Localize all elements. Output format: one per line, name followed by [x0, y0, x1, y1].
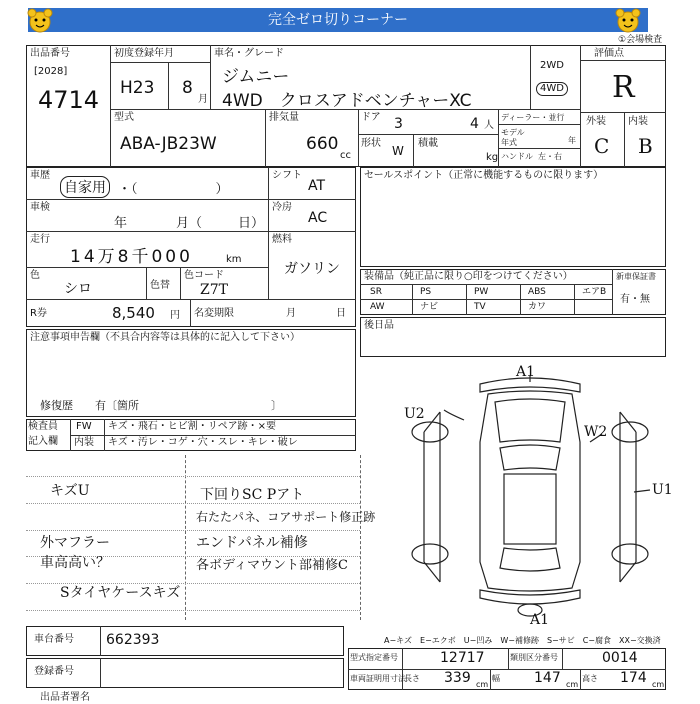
diagram-mark-w2: W2 [584, 424, 608, 440]
remark-right-2: エンドパネル補修 [196, 535, 308, 551]
chassis-value: 662393 [106, 632, 160, 648]
equipment-item: PS [420, 287, 432, 297]
shape-label: 形状 [361, 138, 381, 149]
history-value: 自家用 [60, 176, 110, 198]
equipment-item: TV [474, 302, 486, 312]
remark-right-0: 下回りSC Pアト [200, 487, 305, 503]
score-exterior: C [594, 134, 610, 158]
inspector-label2: 記入欄 [28, 436, 58, 447]
equipment-label: 装備品（純正品に限り○印をつけてください） [364, 271, 573, 282]
remark-right-1: 右たたパネ、コアサポート修正跡 [196, 510, 376, 524]
header-title: 完全ゼロ切りコーナー [268, 12, 408, 28]
cargo-label: 積載 [418, 138, 438, 149]
equipment-item: SR [370, 287, 382, 297]
name-change-month: 月 [286, 308, 296, 319]
diagram-mark-u1: U1 [652, 482, 673, 498]
attachments-label: 後日品 [364, 320, 394, 331]
ac-value: AC [308, 210, 328, 226]
drive-4wd: 4WD [536, 82, 568, 96]
diagram-mark-u2: U2 [404, 406, 425, 422]
sales-point-box [360, 167, 666, 267]
shape-value: W [392, 144, 404, 158]
damage-legend: A−キズ E−エクボ U−凹み W−補修跡 S−サビ C−腐食 XX−交換済 [384, 636, 661, 645]
repair-history: 修復歴 有〔箇所 〕 [40, 399, 282, 412]
class-value: 0014 [602, 650, 638, 666]
equipment-item: ABS [528, 287, 546, 297]
lot-number: 4714 [38, 86, 100, 114]
car-diagram [380, 362, 670, 624]
displacement-unit: cc [340, 150, 351, 161]
header-right-partial: ①会場検査 [618, 35, 663, 45]
inspector-row1: キズ・飛石・ヒビ割・リペア跡・×要 [108, 421, 276, 432]
shift-label: シフト [272, 170, 302, 181]
width-unit: cm [566, 680, 579, 689]
length-value: 339 [444, 670, 471, 686]
inspection-year: 年 [114, 216, 128, 231]
dimensions-label: 車両証明用寸法 [350, 674, 406, 683]
model-grade: 4WD クロスアドベンチャーXC [222, 91, 472, 111]
capacity-unit: 人 [484, 120, 494, 131]
length-label: 長さ [404, 674, 420, 683]
remark-left-0: キズU [50, 483, 90, 499]
first-reg-month-unit: 月 [198, 94, 208, 105]
recycle-value: 8,540 [112, 304, 155, 322]
lot-label: 出品番号 [30, 48, 70, 59]
handle-value: 左・右 [538, 152, 562, 161]
handle-label: ハンドル [501, 152, 533, 161]
designation-value: 12717 [440, 650, 485, 666]
reg-label: 登録番号 [34, 666, 74, 677]
score-label: 評価点 [594, 48, 624, 59]
recycle-unit: 円 [170, 310, 180, 321]
dealer-label: ディーラー・並行 [501, 113, 565, 122]
model-name: ジムニー [222, 67, 290, 87]
ac-label: 冷房 [272, 202, 292, 213]
diagram-mark-bottom: A1 [530, 612, 550, 628]
mileage-label: 走行 [30, 234, 50, 245]
inspection-label: 車検 [30, 202, 50, 213]
score-exterior-label: 外装 [586, 116, 606, 127]
first-reg-label: 初度登録年月 [114, 48, 174, 59]
warranty-value: 有・無 [620, 294, 650, 305]
warranty-label: 新車保証書 [616, 272, 656, 281]
designation-label: 型式指定番号 [350, 653, 398, 662]
color-code-label: 色コード [184, 270, 224, 281]
inspector-label1: 検査員 [28, 421, 58, 432]
attachments-box [360, 317, 666, 357]
height-label: 高さ [582, 674, 598, 683]
score-interior-label: 内装 [628, 116, 648, 127]
inspection-month: 月（ [176, 216, 203, 231]
footer-partial: 出品者署名 [40, 692, 90, 703]
mascot-bear-icon [26, 6, 54, 34]
displacement-label: 排気量 [269, 112, 299, 123]
mileage-unit: km [226, 254, 242, 265]
inspector-row1-cat: FW [76, 421, 92, 432]
score-value: R [612, 70, 635, 105]
remark-left-3: Sタイヤケースキズ [60, 585, 181, 601]
model-year-label: モデル年式 [501, 128, 525, 147]
cargo-unit: kg [486, 152, 499, 163]
lot-bracket: [2028] [34, 66, 68, 77]
color-label: 色 [30, 270, 40, 281]
color-code: Z7T [200, 282, 228, 298]
model-label: 車名・グレード [214, 48, 284, 59]
inspector-row2: キズ・汚レ・コゲ・穴・スレ・キレ・破レ [108, 437, 298, 448]
mascot-bear-icon [614, 6, 642, 34]
equipment-item: カワ [528, 302, 547, 312]
fuel-value: ガソリン [284, 261, 340, 277]
fuel-label: 燃料 [272, 234, 292, 245]
mileage-value: 14万8千000 [70, 247, 193, 267]
chassis-label: 車台番号 [34, 634, 74, 645]
width-label: 幅 [492, 674, 500, 683]
history-rest: ・（ ） [118, 182, 229, 197]
equipment-item: AW [370, 302, 385, 312]
remark-right-3: 各ボディマウント部補修C [196, 558, 348, 573]
displacement-value: 660 [306, 134, 339, 154]
history-label: 車歴 [30, 170, 50, 181]
doors-value: 3 [394, 116, 403, 132]
drive-2wd: 2WD [540, 60, 564, 71]
first-reg-month: 8 [182, 78, 193, 98]
height-value: 174 [620, 670, 647, 686]
height-unit: cm [652, 680, 665, 689]
score-interior: B [638, 134, 653, 158]
color-change-label: 色替 [150, 280, 170, 291]
name-change-label: 名変期限 [194, 308, 234, 319]
remark-left-2: 車高高い？ [40, 555, 110, 571]
inspection-day: 日） [238, 216, 265, 231]
equipment-item: エアB [582, 287, 607, 297]
notes-label: 注意事項申告欄（不具合内容等は具体的に記入して下さい） [30, 332, 300, 343]
sales-point-label: セールスポイント（正常に機能するものに限ります） [364, 170, 604, 181]
recycle-label: R券 [30, 308, 47, 319]
width-value: 147 [534, 670, 561, 686]
equipment-item: ナビ [420, 302, 439, 312]
name-change-day: 日 [336, 308, 346, 319]
remark-left-1: 外マフラー [40, 535, 110, 551]
equipment-item: PW [474, 287, 489, 297]
doors-label: ドア [361, 112, 381, 123]
model-year-unit: 年 [568, 136, 576, 145]
color-value: シロ [64, 281, 92, 297]
capacity-value: 4 [470, 116, 479, 132]
type-label: 型式 [114, 112, 134, 123]
shift-value: AT [308, 178, 326, 194]
length-unit: cm [476, 680, 489, 689]
type-value: ABA-JB23W [120, 134, 217, 154]
class-label: 類別区分番号 [510, 653, 558, 662]
first-reg-era: H23 [120, 78, 155, 98]
inspector-row2-cat: 内装 [74, 437, 94, 448]
diagram-mark-top: A1 [516, 364, 536, 380]
